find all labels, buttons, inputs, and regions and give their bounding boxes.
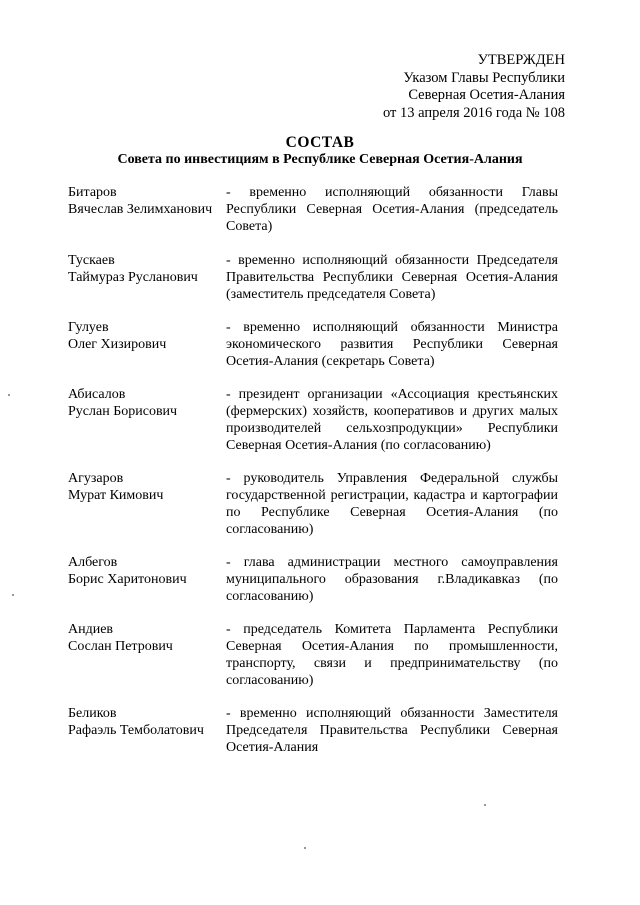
member-role: - временно исполняющий обязанности Председателя Правительства Республики Северная Осетия-Алания (заместитель председателя Совета) <box>226 253 558 302</box>
approval-stamp <box>340 52 565 122</box>
member-name <box>68 252 226 303</box>
member-entry <box>68 319 558 370</box>
approval-line-decree: Указом Главы Республики <box>403 69 565 86</box>
member-surname: Беликов <box>68 706 117 721</box>
approval-line-approved: УТВЕРЖДЕН <box>477 52 565 68</box>
member-role: - временно исполняющий обязанности Заместителя Председателя Правительства Республики Северная Осетия-Алания <box>226 706 558 755</box>
member-role: - глава администрации местного самоуправления муниципального образования г.Владикавказ (по согласованию) <box>226 555 558 604</box>
title-subheading: Совета по инвестициям в Республике Северная Осетия-Алания <box>117 152 523 167</box>
scan-speck <box>8 394 10 396</box>
member-surname: Агузаров <box>68 471 124 486</box>
approval-line-date: от 13 апреля 2016 года № 108 <box>382 104 565 121</box>
member-given-names: Таймураз Русланович <box>68 270 198 285</box>
member-entry <box>68 184 558 235</box>
scan-speck <box>12 594 14 596</box>
approval-line-republic: Северная Осетия-Алания <box>408 87 565 103</box>
member-name <box>68 621 226 689</box>
member-given-names: Вячеслав Зелимханович <box>68 202 213 217</box>
scan-speck <box>304 847 306 849</box>
member-given-names: Сослан Петрович <box>68 639 173 654</box>
scan-speck <box>484 804 486 806</box>
member-name <box>68 470 226 538</box>
member-surname: Албегов <box>68 555 118 570</box>
member-entry <box>68 554 558 605</box>
member-entry <box>68 705 558 756</box>
member-name <box>68 184 226 235</box>
member-entry <box>68 252 558 303</box>
member-entry <box>68 386 558 454</box>
member-role: - председатель Комитета Парламента Республики Северная Осетия-Алания по промышленности, транспорту, связи и предпринимательству (по согласованию) <box>226 622 558 688</box>
member-given-names: Рафаэль Темболатович <box>68 723 204 738</box>
member-role: - временно исполняющий обязанности Министра экономического развития Республики Северная Осетия-Алания (секретарь Совета) <box>226 320 558 369</box>
member-surname: Битаров <box>68 185 117 200</box>
member-surname: Гулуев <box>68 320 109 335</box>
member-role: - руководитель Управления Федеральной службы государственной регистрации, кадастра и картографии по Республике Северная Осетия-Алания (по согласованию) <box>226 471 558 537</box>
member-surname: Абисалов <box>68 387 126 402</box>
document-title <box>0 134 640 168</box>
member-surname: Андиев <box>68 622 114 637</box>
member-surname: Тускаев <box>68 253 115 268</box>
member-name <box>68 554 226 605</box>
member-name <box>68 386 226 454</box>
member-given-names: Руслан Борисович <box>68 404 178 419</box>
member-entry <box>68 470 558 538</box>
member-role: - временно исполняющий обязанности Главы Республики Северная Осетия-Алания (председатель Совета) <box>226 185 558 234</box>
member-name <box>68 319 226 370</box>
members-list <box>68 184 558 756</box>
member-given-names: Борис Харитонович <box>68 572 187 587</box>
member-entry <box>68 621 558 689</box>
member-given-names: Мурат Кимович <box>68 488 164 503</box>
member-name <box>68 705 226 756</box>
title-heading: СОСТАВ <box>285 134 355 151</box>
member-role: - президент организации «Ассоциация крестьянских (фермерских) хозяйств, кооперативов и других малых производителей сельхозпродукции» Республики Северная Осетия-Алания (по согласованию) <box>226 387 558 453</box>
member-given-names: Олег Хизирович <box>68 337 167 352</box>
